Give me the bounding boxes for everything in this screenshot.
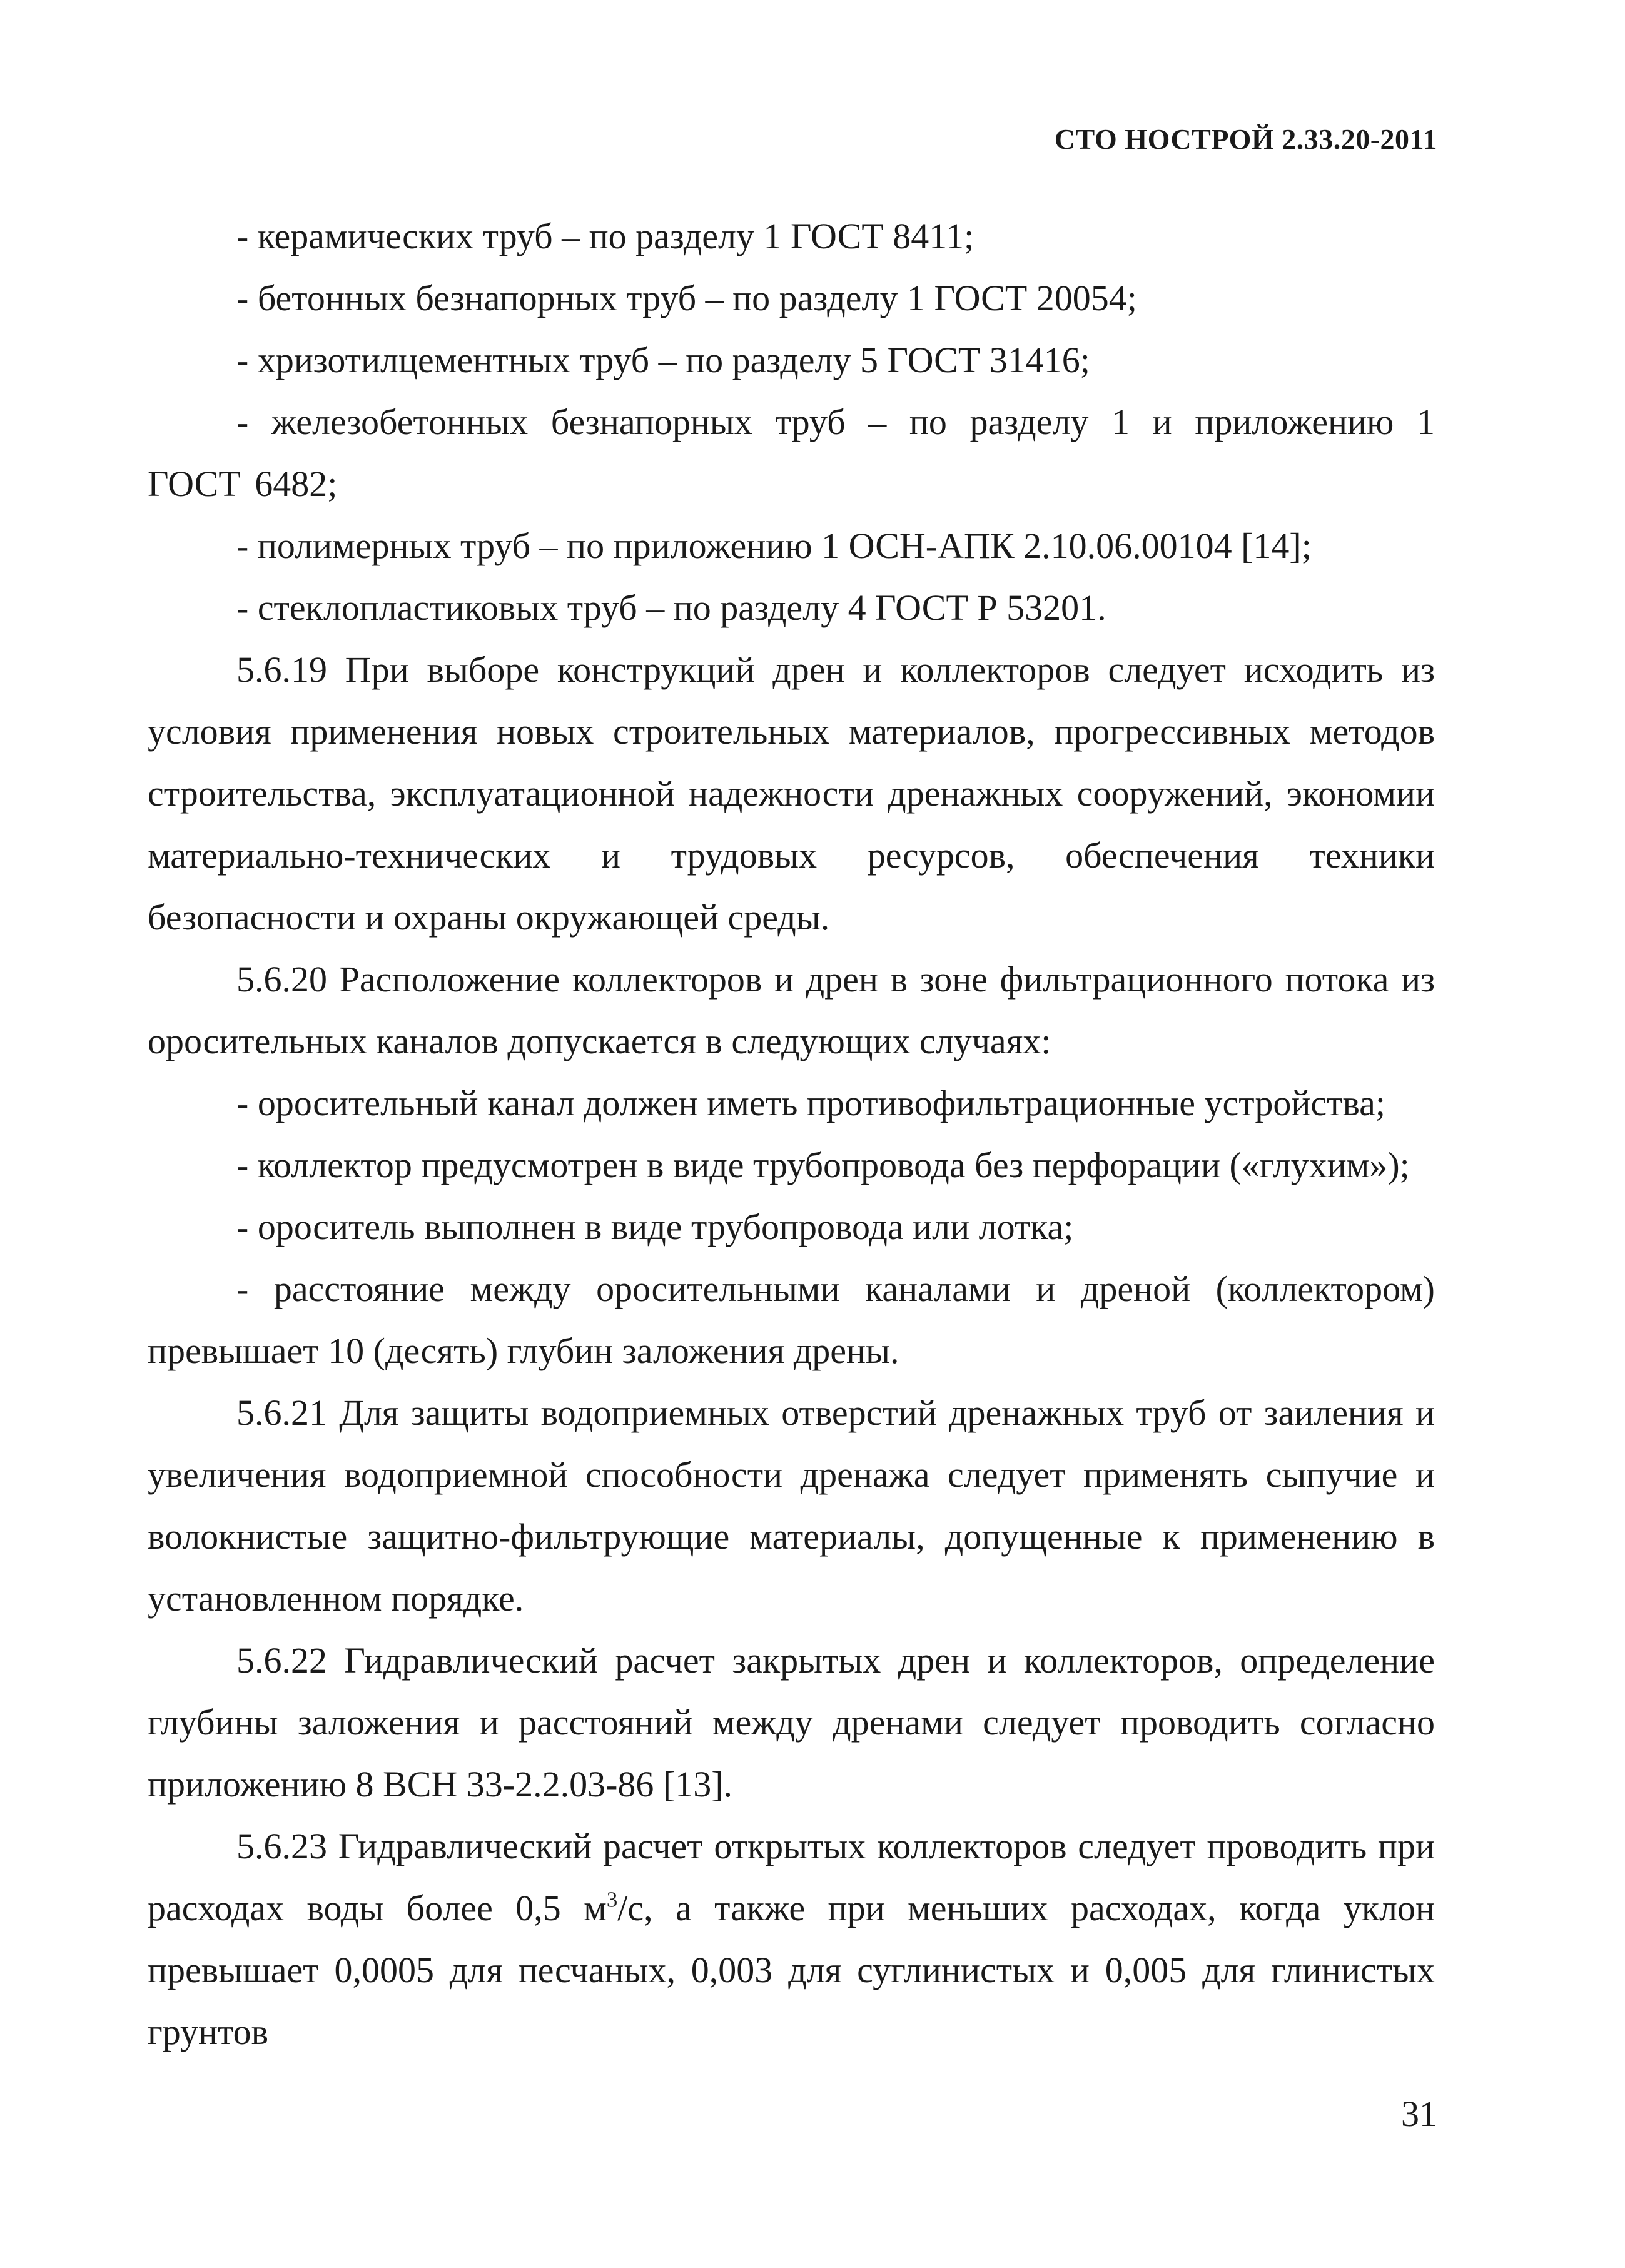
- paragraph-5-6-22: 5.6.22 Гидравлический расчет закрытых дрен и коллекторов, определение глубины заложения и расстояний между дренами следует проводить согласно приложению 8 ВСН 33-2.2.03-86 [13].: [148, 1640, 1435, 1805]
- cubic-superscript: 3: [606, 1887, 618, 1912]
- paragraph-5-6-20: 5.6.20 Расположение коллекторов и дрен в зоне фильтрационного потока из оросительных каналов допускается в следующих случаях:: [148, 959, 1435, 1061]
- paragraph-5-6-19: 5.6.19 При выборе конструкций дрен и коллекторов следует исходить из условия применения новых строительных материалов, прогрессивных методов строительства, эксплуатационной надежности дренажных сооружений, экономии материально-технических и трудовых ресурсов, обеспечения техники безопасности и охраны окружающей среды.: [148, 649, 1435, 938]
- list-item-fiberglass-pipes: - стеклопластиковых труб – по разделу 4 ГОСТ Р 53201.: [236, 587, 1106, 628]
- list-item-distance-exceeds: - расстояние между оросительными каналами и дреной (коллектором) превышает 10 (десять) глубин заложения дрены.: [148, 1268, 1435, 1371]
- list-item-concrete-pipes: - бетонных безнапорных труб – по разделу 1 ГОСТ 20054;: [236, 278, 1137, 318]
- list-item-collector-no-perforation: - коллектор предусмотрен в виде трубопровода без перфорации («глухим»);: [236, 1145, 1410, 1185]
- list-item-polymer-pipes: - полимерных труб – по приложению 1 ОСН-АПК 2.10.06.00104 [14];: [236, 525, 1312, 566]
- paragraph-5-6-21: 5.6.21 Для защиты водоприемных отверстий дренажных труб от заиления и увеличения водоприемной способности дренажа следует применять сыпучие и волокнистые защитно-фильтрующие материалы, допущенные к применению в установленном порядке.: [148, 1392, 1435, 1619]
- list-item-canal-antifiltration: - оросительный канал должен иметь противофильтрационные устройства;: [236, 1083, 1385, 1123]
- page-body: [148, 205, 1435, 2063]
- page-number: 31: [1401, 2093, 1437, 2134]
- list-item-reinforced-concrete-pipes: - железобетонных безнапорных труб – по разделу 1 и приложению 1 ГОСТ 6482;: [148, 402, 1435, 504]
- list-item-ceramic-pipes: - керамических труб – по разделу 1 ГОСТ 8411;: [236, 216, 974, 256]
- paragraph-5-6-23-text-start: 5.6.23 Гидравлический расчет открытых коллекторов следует проводить при расходах воды более 0,5 м: [148, 1826, 1435, 1928]
- list-item-chrysotile-cement-pipes: - хризотилцементных труб – по разделу 5 ГОСТ 31416;: [236, 340, 1090, 380]
- paragraph-5-6-23: [148, 1815, 1435, 2063]
- paragraph-5-6-23-text-end: /с, а также при меньших расходах, когда уклон превышает 0,0005 для песчаных, 0,003 для суглинистых и 0,005 для глинистых грунтов: [148, 1888, 1435, 2052]
- list-item-irrigator-pipeline: - ороситель выполнен в виде трубопровода или лотка;: [236, 1207, 1074, 1247]
- document-code-header: СТО НОСТРОЙ 2.33.20-2011: [1054, 123, 1437, 155]
